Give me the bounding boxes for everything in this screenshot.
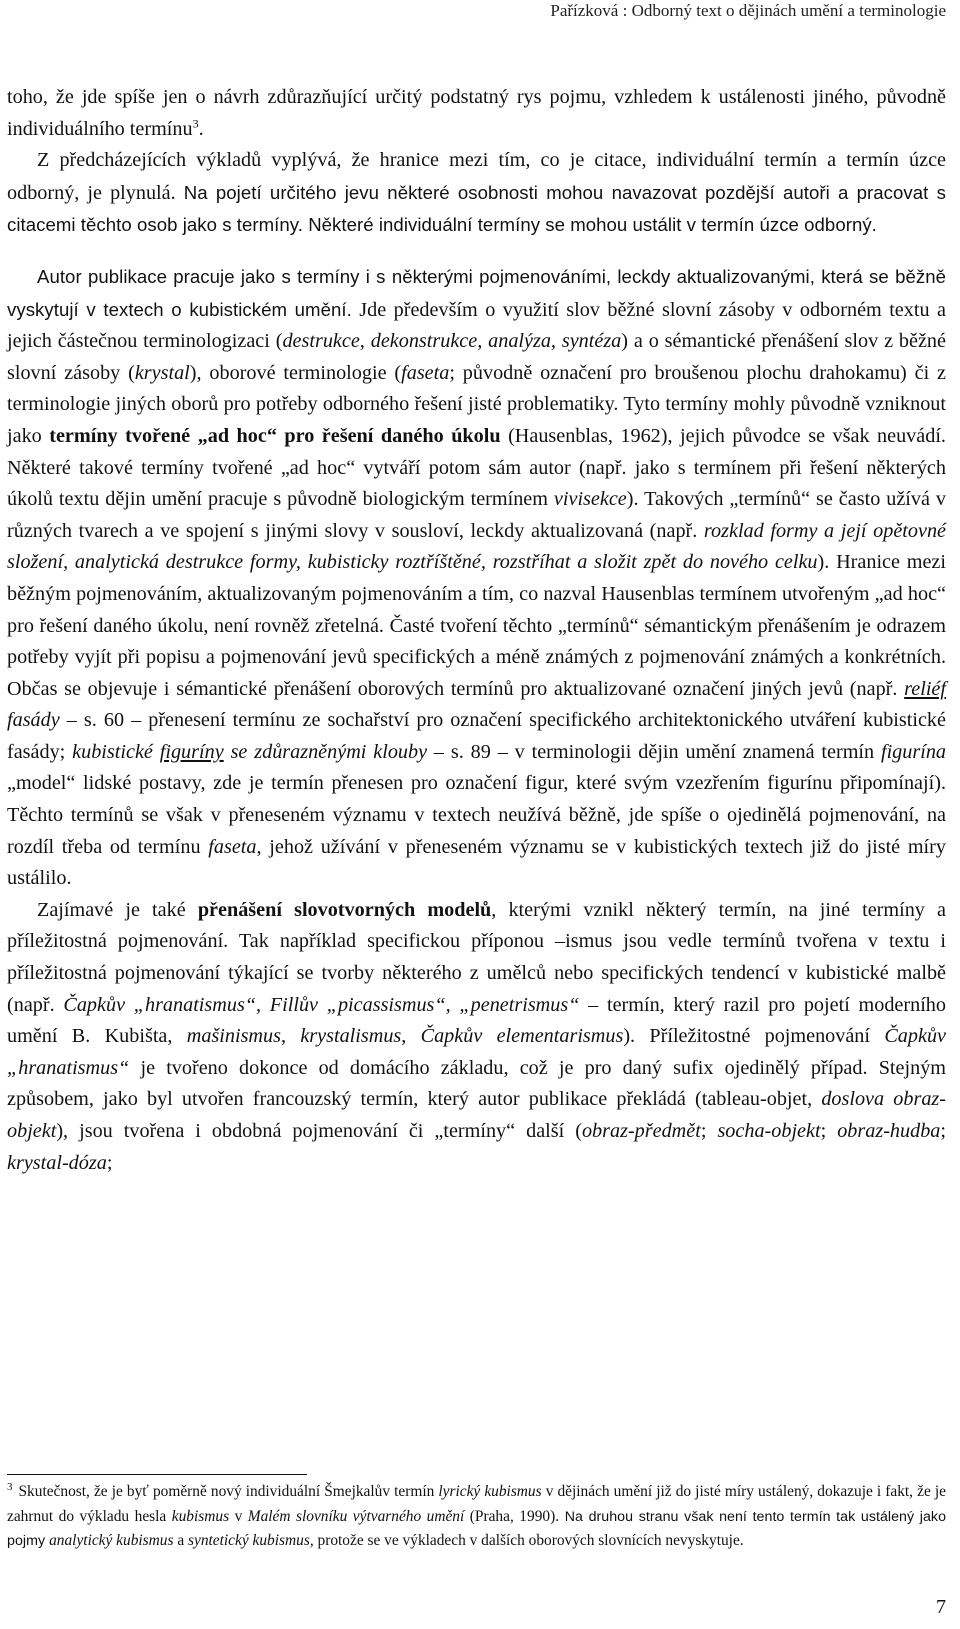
fn-t1: Skutečnost, že je byť poměrně nový individuální Šmejkalův termín bbox=[18, 1483, 439, 1500]
p4-t10: ; bbox=[820, 1120, 838, 1142]
p4-t3: – termín, který razil pro pojetí moderního umění B. Kubišta, bbox=[7, 993, 946, 1048]
footnote-number: 3 bbox=[7, 1480, 13, 1493]
p2-text-a: Z předcházejících výkladů vyplývá, že hranice mezi tím, co je citace, individuální termín a termín úzce odborný, je plynulá. bbox=[7, 149, 946, 204]
fn-i1: lyrický kubismus bbox=[438, 1483, 542, 1500]
p4-t11: ; bbox=[940, 1120, 946, 1142]
p3-i1: destrukce, dekonstrukce, analýza, syntéza bbox=[282, 330, 622, 353]
p4-i5: Čapkův „hranatismus“ bbox=[7, 1025, 946, 1079]
p4-i7: obraz-předmět bbox=[581, 1120, 701, 1142]
fn-t6: a bbox=[173, 1532, 188, 1549]
p3-i2: krystal bbox=[134, 361, 190, 384]
p3-t3: ) a o sémantické přenášení slov z běžné slovní zásoby ( bbox=[7, 330, 946, 384]
p3-t11: – s. 89 – v terminologii dějin umění znamená termín bbox=[427, 740, 881, 763]
p3-t1: Autor publikace pracuje jako s termíny i s některými pojmenováními, leckdy aktualizovanými, která se běžně vyskytují v textech o kubistickém umění. bbox=[7, 265, 946, 320]
p4-i8: socha-objekt bbox=[717, 1120, 821, 1142]
page-number: 7 bbox=[936, 1596, 946, 1618]
p3-i5: rozklad formy a její opětovné složení, analytická destrukce formy, kubisticky roztříštěné, rozstříhat a složit zpět do nového celku bbox=[7, 519, 946, 574]
p3-t9: ). Hranice mezi běžným pojmenováním, aktualizovaným pojmenováním a tím, co nazval Hausenblas termínem utvořeným „ad hoc“ pro řešení daného úkolu, není rovněž zřetelná. Časté tvoření těchto „termínů“ sémantickým přenášením je odrazem potřeby vyjít při popisu a pojmenování jevů specifických a méně známých z pojmenování známých a konkrétních. Občas se objevuje i sémantické přenášení oborových termínů pro aktualizované označení jiných jevů (např. bbox=[7, 551, 946, 700]
paragraph-3 bbox=[7, 261, 946, 895]
p4-i9: obraz-hudba bbox=[837, 1120, 941, 1142]
p3-t10: – s. 60 – přenesení termínu ze sochařství pro označení specifického architektonického utváření kubistické fasády; bbox=[7, 709, 946, 763]
p3-t7: Některé takové termíny tvořené „ad hoc“ vytváří potom sám autor (např. jako s termínem při řešení některých úkolů textu dějin umění pracuje s původně biologickým termínem bbox=[7, 456, 946, 511]
p4-i3: krystalismus bbox=[300, 1025, 402, 1048]
fn-i4: analytický kubismus bbox=[49, 1532, 174, 1549]
fn-t3: v bbox=[229, 1507, 248, 1525]
p3-t4: ), oborové terminologie ( bbox=[189, 361, 402, 384]
p3-i3: faseta bbox=[401, 361, 450, 384]
p4-t2: , kterými vznikl některý termín, na jiné termíny a příležitostná pojmenování. Tak například specifickou příponou –ismus jsou vedle termínů tvořena v textu i příležitostná pojmenování týkající se tvorby některého z umělců nebo specifických tendencí v kubistické malbě (např. bbox=[7, 898, 946, 1016]
fn-t4: (Praha, 1990). bbox=[464, 1507, 560, 1525]
running-header: Pařízková : Odborný text o dějinách umění a terminologie bbox=[550, 1, 946, 20]
p3-t8: ). Takových „termínů“ se často užívá v různých tvarech a ve spojení s jinými slovy v sousloví, leckdy aktualizovaná (např. bbox=[7, 488, 946, 542]
p4-i1: Čapkův „hranatismus“, Fillův „picassismus“, „penetrismus“ bbox=[63, 993, 580, 1016]
p4-t12: ; bbox=[106, 1151, 113, 1174]
paragraph-1 bbox=[7, 82, 946, 145]
p4-t5: , bbox=[401, 1025, 421, 1048]
p4-i10: krystal-dóza bbox=[7, 1151, 107, 1174]
p3-t2: Jde především o využití slov běžné slovní zásoby v odborném textu a jejich částečnou terminologizaci ( bbox=[7, 298, 946, 353]
footnote-divider bbox=[7, 1474, 307, 1475]
p4-b1: přenášení slovotvorných modelů bbox=[197, 898, 492, 921]
p4-t9: ; bbox=[700, 1120, 718, 1142]
p4-t1: Zajímavé je také bbox=[37, 898, 198, 921]
p1-end: . bbox=[198, 117, 204, 140]
footnote bbox=[7, 1480, 946, 1554]
p3-b1: termíny tvořené „ad hoc“ pro řešení daného úkolu bbox=[49, 424, 501, 447]
p3-t5: ; původně označení pro broušenou plochu drahokamu) či z terminologie jiných oborů pro potřeby odborného řešení jisté problematiky. Tyto termíny mohly původně vzniknout jako bbox=[7, 361, 946, 447]
fn-t7: , protože se ve výkladech v dalších oborových slovnících nevyskytuje. bbox=[309, 1532, 744, 1549]
p4-i6: doslova obraz-objekt bbox=[7, 1088, 946, 1142]
p4-t7: je tvořeno dokonce od domácího základu, což je pro daný sufix ojedinělý případ. Stejným způsobem, jako byl utvořen francouzský termín, který autor publikace překládá (tableau-objet, bbox=[7, 1056, 946, 1111]
p3-i8: figurína bbox=[880, 740, 947, 763]
p4-t6: ). Příležitostné pojmenování bbox=[623, 1025, 885, 1048]
p3-i7b: figuríny bbox=[159, 740, 224, 763]
fn-i5: syntetický kubismus bbox=[188, 1532, 310, 1549]
p1-text: toho, že jde spíše jen o návrh zdůrazňující určitý podstatný rys pojmu, vzhledem k ustálenosti jiného, původně individuálního termínu bbox=[7, 86, 946, 140]
p3-t13: , jehož užívání v přeneseném významu se v kubistických textech již do jisté míry ustálilo. bbox=[7, 835, 946, 890]
p3-i9: faseta bbox=[208, 835, 257, 858]
fn-t5: Na druhou stranu však není tento termín tak ustálený jako pojmy bbox=[7, 1508, 947, 1549]
header-divider bbox=[0, 32, 960, 33]
p3-i6a: reliéf bbox=[904, 677, 946, 700]
p3-i6b: fasády bbox=[7, 709, 60, 732]
p4-t8: ), jsou tvořena i obdobná pojmenování či „termíny“ další ( bbox=[56, 1120, 582, 1142]
p3-i4: vivisekce bbox=[553, 488, 627, 511]
p3-t6: (Hausenblas, 1962), jejich původce se však neuvádí. bbox=[500, 424, 946, 447]
fn-i2: kubismus bbox=[171, 1507, 230, 1525]
main-text bbox=[7, 82, 946, 1179]
footnote-ref[interactable]: 3 bbox=[192, 115, 199, 130]
p2-text-b: Na pojetí určitého jevu některé osobnosti mohou navazovat pozdější autoři a pracovat s citacemi těchto osob jako s termíny. Některé individuální termíny se mohou ustálit v termín úzce odborný. bbox=[7, 181, 946, 236]
p4-i4: Čapkův elementarismus bbox=[420, 1025, 624, 1048]
p4-i2: mašinismus bbox=[186, 1025, 281, 1048]
fn-i3: Malém slovníku výtvarného umění bbox=[247, 1507, 465, 1525]
p3-i7c: se zdůrazněnými klouby bbox=[230, 740, 428, 763]
p3-t12: „model“ lidské postavy, zde je termín přenesen pro označení figur, které svým vzezřením figurínu připomínají). Těchto termínů se však v přeneseném významu v textech neužívá běžně, jde spíše o ojedinělá pojmenování, na rozdíl třeba od termínu bbox=[7, 772, 946, 858]
p4-t4: , bbox=[280, 1025, 301, 1048]
paragraph-4 bbox=[7, 895, 946, 1179]
paragraph-2 bbox=[7, 145, 946, 242]
fn-t2: v dějinách umění již do jisté míry ustálený, dokazuje i fakt, že je zahrnut do výkladu hesla bbox=[7, 1483, 946, 1525]
p3-i7a: kubistické bbox=[72, 740, 153, 763]
